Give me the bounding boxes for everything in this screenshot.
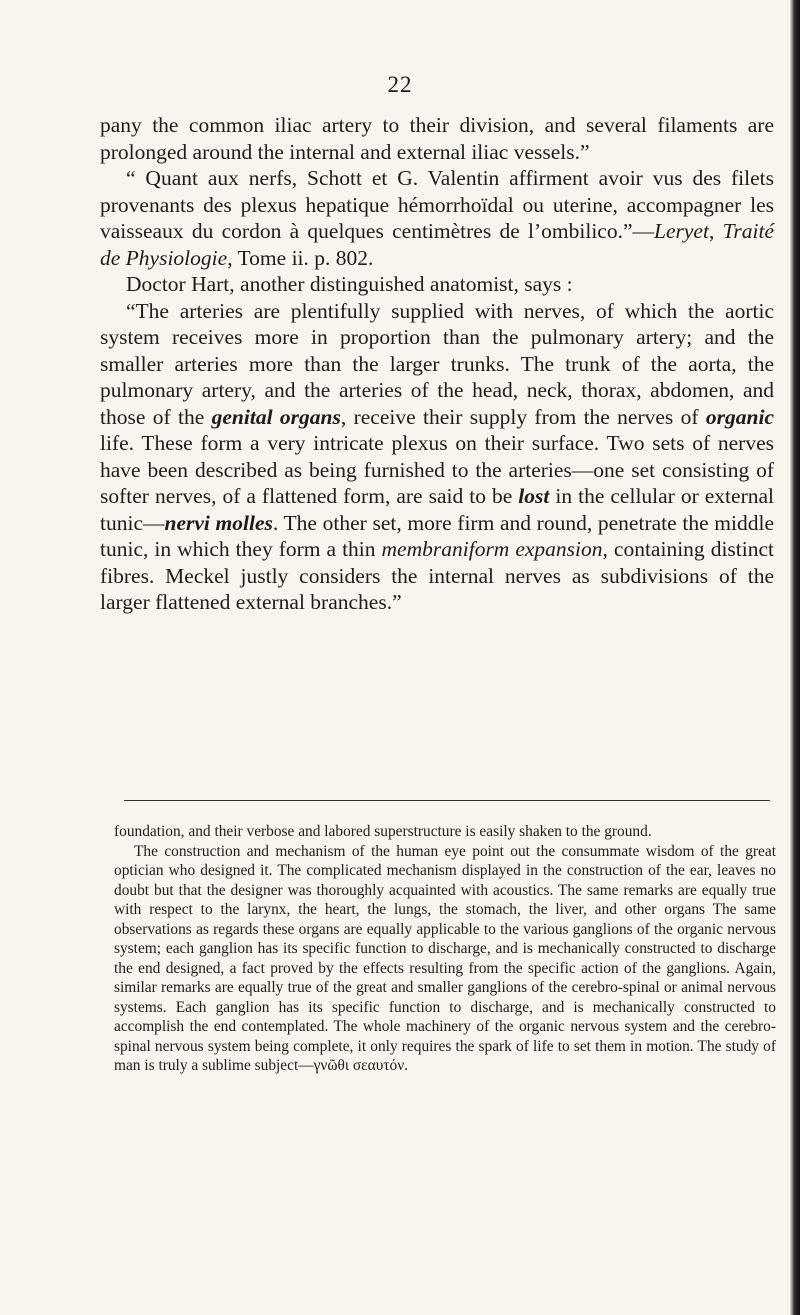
footnote-continuation — [114, 822, 776, 842]
quote-text: , containing distinct fibres. Meckel justly considers the internal nerves as subdivisions of the larger flattened external branches.” — [100, 537, 774, 614]
citation-author: Leryet — [654, 219, 709, 243]
citation-separator: , — [708, 219, 723, 243]
emphasis-organic: organic — [705, 404, 774, 429]
emphasis-lost: lost — [518, 484, 550, 508]
greek-phrase: γνῶθι σεαυτόν. — [313, 1057, 409, 1074]
page-edge-shadow — [790, 0, 800, 1315]
quote-text: , receive their supply from the nerves of — [340, 404, 706, 429]
main-text — [100, 112, 774, 616]
footnote-text: The construction and mechanism of the human eye point out the consummate wisdom of the great optician who designed it. The complicated mechanism displayed in the construction of the ear, leaves no doubt but that the designer was thoroughly acquainted with acoustics. The same remarks are equally true with respect to the larynx, the heart, the lungs, the stomach, the liver, and other organs The same observations as regards these organs are equally applicable to the various ganglions of the organic nervous system; each ganglion has its specific function to discharge, and is mechanically constructed to discharge the end designed, a fact proved by the effects resulting from the specific action of the ganglions. Again, similar remarks are equally true of the great and smaller ganglions of the cerebro-spinal or animal nervous systems. Each ganglion has its specific function to discharge, and is mechanically constructed to accomplish the end contemplated. The whole machinery of the organic nervous system and the cerebro-spinal nervous system being complete, it only requires the spark of life to set them in motion. The study of man is truly a sublime subject— — [114, 842, 776, 1074]
paragraph-text: pany the common iliac artery to their division, and several filaments are prolonged around the internal and external iliac vessels.” — [100, 113, 774, 164]
page-number: 22 — [387, 72, 413, 97]
quote-text: “ Quant aux nerfs, Schott et G. Valentin affirment avoir vus des filets provenants des plexus hepatique hémorrhoïdal ou uterine, accompagner les vaisseaux du cordon à quelques centimètres de l’ombilico.”— — [100, 166, 774, 243]
footnote-paragraph — [114, 842, 776, 1076]
emphasis-membraniform-expansion: membraniform expansion — [381, 537, 603, 561]
paragraph-continuation — [100, 112, 774, 165]
footnote — [114, 822, 776, 1076]
quote-text: in the cellular or external tunic— — [100, 484, 775, 535]
quote-text: . The other set, more firm and round, penetrate the middle tunic, in which they form a thin — [100, 510, 774, 561]
footnote-divider — [124, 800, 770, 801]
quote-text: life. These form a very intricate plexus on their surface. Two sets of nerves have been described as being furnished to the arteries—one set consisting of softer nerves, of a flattened form, are said to be — [100, 431, 774, 508]
paragraph-hart-intro — [100, 271, 774, 298]
citation-reference: , Tome ii. p. 802. — [227, 245, 374, 270]
citation-work-title: Traité de Physiologie — [100, 219, 774, 270]
emphasis-nervi-molles: nervi molles — [164, 510, 273, 535]
paragraph-french-quote — [100, 165, 774, 271]
paragraph-text: Doctor Hart, another distinguished anatomist, says : — [126, 272, 573, 296]
quote-text: “The arteries are plentifully supplied with nerves, of which the aortic system receives more in proportion than the pulmonary artery; and the smaller arteries more than the larger trunks. The trunk of the aorta, the pulmonary artery, and the arteries of the head, neck, thorax, abdomen, and those of the — [100, 298, 774, 429]
emphasis-genital-organs: genital organs — [211, 404, 341, 429]
paragraph-hart-quote — [100, 298, 774, 616]
footnote-text: foundation, and their verbose and labored superstructure is easily shaken to the ground. — [114, 823, 652, 840]
